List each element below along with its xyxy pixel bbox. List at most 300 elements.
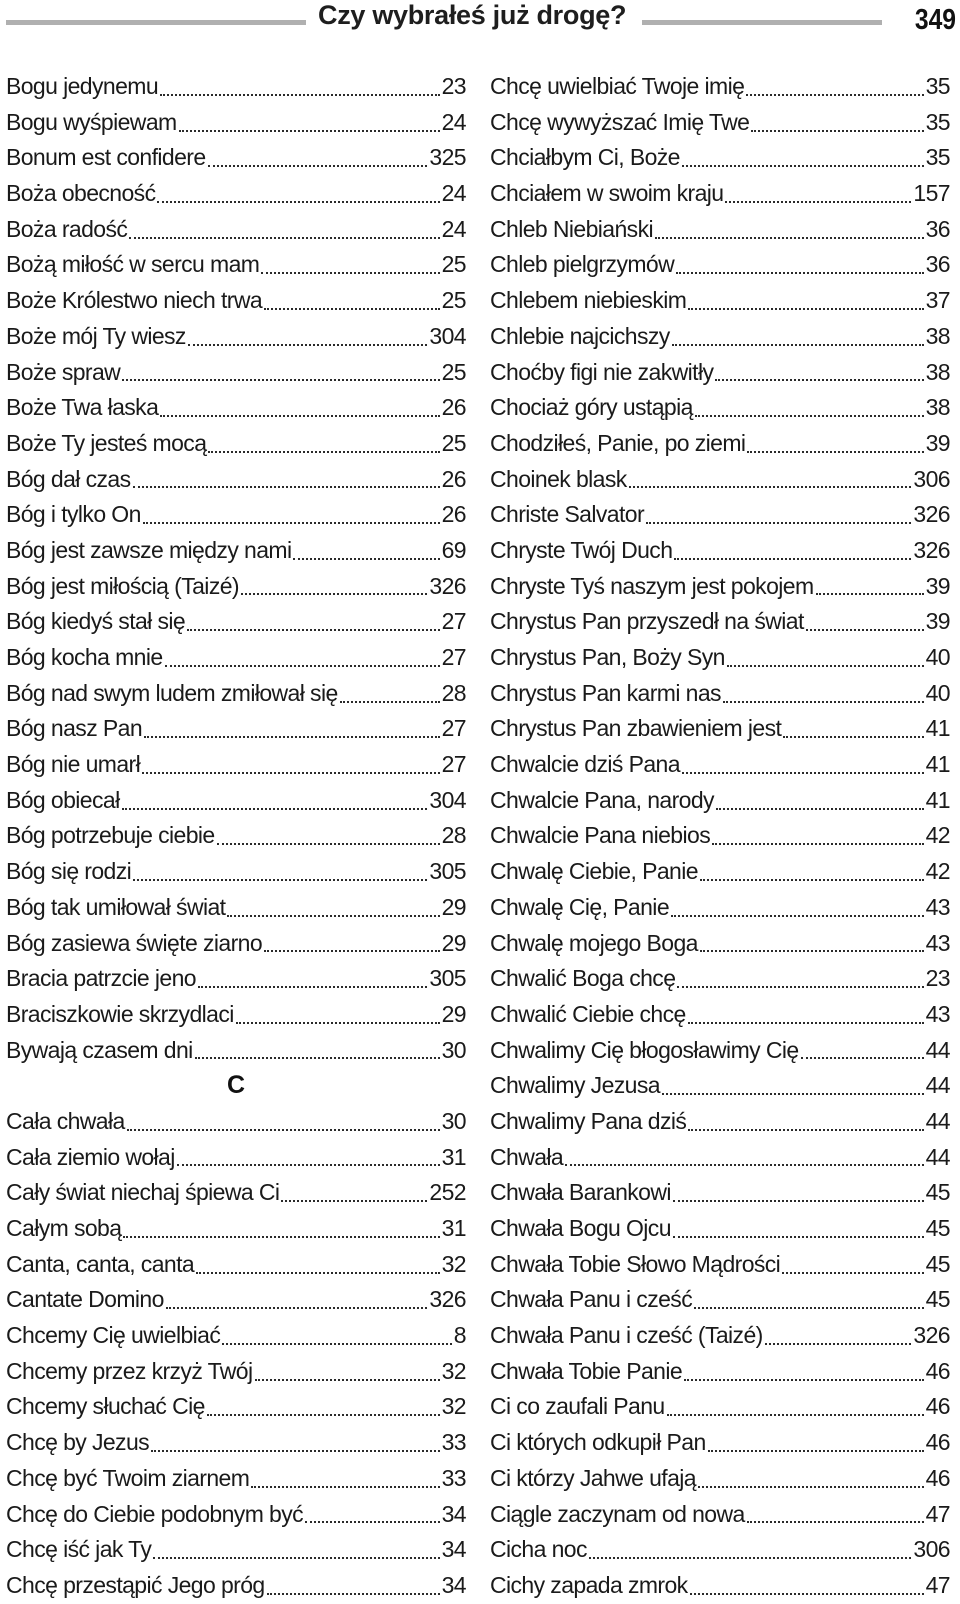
index-entry — [490, 1211, 950, 1247]
entry-title: Boże mój Ty wiesz — [6, 322, 186, 349]
entry-page-number: 41 — [925, 715, 950, 742]
dot-leader — [142, 772, 440, 774]
entry-title: Bracia patrzcie jeno — [6, 965, 196, 992]
dot-leader — [688, 1129, 923, 1131]
index-entry — [6, 247, 466, 283]
entry-title: Chwała Tobie Słowo Mądrości — [490, 1250, 781, 1277]
entry-title: Chwalimy Jezusa — [490, 1072, 660, 1099]
entry-page-number: 35 — [925, 73, 950, 99]
index-entry — [6, 818, 466, 854]
dot-leader — [208, 451, 439, 453]
index-entry — [6, 569, 466, 605]
index-entry — [6, 105, 466, 141]
entry-page-number: 34 — [441, 1536, 466, 1563]
entry-page-number: 26 — [441, 394, 466, 421]
index-entry — [6, 1211, 466, 1247]
entry-page-number: 35 — [925, 144, 950, 171]
entry-page-number: 24 — [441, 108, 466, 135]
dot-leader — [682, 772, 924, 774]
entry-title: Chwalcie dziś Pana — [490, 751, 680, 778]
entry-page-number: 38 — [925, 394, 950, 421]
dot-leader — [340, 701, 440, 703]
entry-page-number: 305 — [429, 965, 466, 992]
index-entry — [490, 711, 950, 747]
entry-page-number: 326 — [913, 501, 950, 528]
entry-title: Bóg potrzebuje ciebie — [6, 822, 215, 849]
entry-title: Chwalić Boga chcę — [490, 965, 676, 992]
index-entry — [6, 1104, 466, 1140]
entry-page-number: 40 — [925, 679, 950, 706]
index-entry — [490, 212, 950, 248]
dot-leader — [673, 1200, 924, 1202]
entry-page-number: 38 — [925, 358, 950, 385]
entry-title: Chcemy słuchać Cię — [6, 1393, 205, 1420]
dot-leader — [672, 344, 924, 346]
entry-title: Canta, canta, canta — [6, 1250, 195, 1277]
dot-leader — [241, 593, 427, 595]
index-entry — [6, 711, 466, 747]
index-entry — [490, 640, 950, 676]
entry-page-number: 25 — [441, 358, 466, 385]
index-entry — [6, 1282, 466, 1318]
entry-title: Chleb pielgrzymów — [490, 251, 675, 278]
entry-page-number: 34 — [441, 1571, 466, 1598]
entry-page-number: 39 — [925, 572, 950, 599]
entry-title: Chlebem niebieskim — [490, 287, 687, 314]
entry-title: Braciszkowie skrzydlaci — [6, 1000, 234, 1027]
index-entry — [490, 247, 950, 283]
page-number: 349 — [914, 4, 956, 36]
index-entry — [490, 604, 950, 640]
entry-page-number: 43 — [925, 893, 950, 920]
dot-leader — [700, 950, 924, 952]
entry-page-number: 42 — [925, 858, 950, 885]
dot-leader — [305, 1521, 440, 1523]
entry-title: Chwała Panu i cześć (Taizé) — [490, 1322, 763, 1349]
entry-page-number: 157 — [913, 180, 950, 207]
dot-leader — [801, 1057, 924, 1059]
dot-leader — [264, 950, 440, 952]
index-entry — [6, 890, 466, 926]
dot-leader — [565, 1164, 924, 1166]
index-entry — [6, 1175, 466, 1211]
entry-page-number: 36 — [925, 251, 950, 278]
entry-title: Bóg nasz Pan — [6, 715, 143, 742]
entry-title: Cała ziemio wołaj — [6, 1143, 175, 1170]
entry-title: Chcę uwielbiać Twoje imię — [490, 73, 745, 99]
index-entry — [6, 69, 466, 105]
entry-page-number: 26 — [441, 465, 466, 492]
entry-page-number: 32 — [441, 1357, 466, 1384]
entry-title: Bóg jest zawsze między nami — [6, 536, 292, 563]
dot-leader — [157, 201, 439, 203]
entry-page-number: 8 — [453, 1322, 466, 1349]
dot-leader — [187, 629, 440, 631]
index-entry — [6, 854, 466, 890]
index-entry — [490, 1389, 950, 1425]
dot-leader — [236, 1022, 440, 1024]
entry-title: Bóg i tylko On — [6, 501, 141, 528]
entry-title: Chwała Panu i cześć — [490, 1286, 693, 1313]
entry-page-number: 35 — [925, 108, 950, 135]
entry-title: Bóg obiecał — [6, 786, 120, 813]
entry-title: Chrystus Pan przyszedł na świat — [490, 608, 804, 635]
dot-leader — [655, 237, 924, 239]
entry-page-number: 304 — [429, 322, 466, 349]
index-entry — [6, 926, 466, 962]
index-entry — [490, 818, 950, 854]
entry-title: Bogu jedynemu — [6, 73, 159, 99]
dot-leader — [751, 130, 923, 132]
entry-title: Boże Królestwo niech trwa — [6, 287, 263, 314]
dot-leader — [208, 165, 428, 167]
section-letter-heading: C — [226, 1071, 246, 1100]
index-entry — [6, 319, 466, 355]
entry-title: Chwała — [490, 1143, 564, 1170]
index-entry — [490, 355, 950, 391]
dot-leader — [264, 308, 440, 310]
dot-leader — [716, 808, 924, 810]
entry-title: Chcę wywyższać Imię Twe — [490, 108, 750, 135]
entry-title: Ci co zaufali Panu — [490, 1393, 665, 1420]
entry-title: Chwalimy Cię błogosławimy Cię — [490, 1036, 799, 1063]
dot-leader — [746, 94, 923, 96]
dot-leader — [133, 879, 427, 881]
entry-page-number: 45 — [925, 1286, 950, 1313]
entry-title: Chcę iść jak Ty — [6, 1536, 152, 1563]
dot-leader — [160, 415, 439, 417]
dot-leader — [589, 1557, 912, 1559]
index-entry — [490, 1318, 950, 1354]
entry-title: Bóg jest miłością (Taizé) — [6, 572, 239, 599]
header-rule-right — [642, 20, 882, 25]
dot-leader — [165, 665, 440, 667]
dot-leader — [694, 1307, 924, 1309]
entry-title: Cicha noc — [490, 1536, 587, 1563]
dot-leader — [783, 736, 923, 738]
entry-title: Boża radość — [6, 215, 128, 242]
index-entry — [6, 604, 466, 640]
dot-leader — [122, 379, 439, 381]
dot-leader — [684, 1379, 924, 1381]
dot-leader — [195, 1057, 440, 1059]
entry-title: Chodziłeś, Panie, po ziemi — [490, 429, 746, 456]
index-entry — [490, 1033, 950, 1069]
index-entry — [490, 926, 950, 962]
entry-title: Chcę przestąpić Jego próg — [6, 1571, 265, 1598]
dot-leader — [151, 1450, 440, 1452]
entry-page-number: 325 — [429, 144, 466, 171]
dot-leader — [127, 1129, 440, 1131]
index-entry — [6, 355, 466, 391]
index-entry — [490, 1140, 950, 1176]
entry-title: Chciałbym Ci, Boże — [490, 144, 680, 171]
dot-leader — [673, 1236, 924, 1238]
index-entry — [6, 390, 466, 426]
entry-title: Chrystus Pan, Boży Syn — [490, 644, 725, 670]
dot-leader — [217, 843, 440, 845]
dot-leader — [255, 1379, 440, 1381]
entry-title: Bożą miłość w sercu mam — [6, 251, 260, 278]
entry-title: Chcę do Ciebie podobnym być — [6, 1500, 304, 1527]
entry-page-number: 45 — [925, 1215, 950, 1241]
index-entry — [6, 426, 466, 462]
dot-leader — [177, 1164, 440, 1166]
index-entry — [490, 1282, 950, 1318]
entry-title: Cantate Domino — [6, 1286, 164, 1313]
entry-title: Chciałem w swoim kraju — [490, 180, 724, 207]
dot-leader — [646, 522, 911, 524]
entry-title: Choinek blask — [490, 465, 627, 492]
dot-leader — [133, 486, 440, 488]
index-entry — [490, 1461, 950, 1497]
entry-page-number: 32 — [441, 1250, 466, 1277]
entry-title: Ciągle zaczynam od nowa — [490, 1500, 745, 1527]
dot-leader — [747, 451, 923, 453]
index-entry — [490, 1532, 950, 1568]
index-entry — [490, 676, 950, 712]
entry-page-number: 37 — [925, 287, 950, 314]
index-entry — [490, 747, 950, 783]
entry-title: Chcę by Jezus — [6, 1429, 150, 1456]
entry-page-number: 306 — [913, 465, 950, 492]
entry-title: Bóg kiedyś stał się — [6, 608, 186, 635]
entry-title: Chwalcie Pana, narody — [490, 786, 714, 813]
index-entry — [490, 569, 950, 605]
dot-leader — [677, 986, 923, 988]
entry-page-number: 23 — [925, 965, 950, 992]
entry-title: Bywają czasem dni — [6, 1036, 193, 1063]
dot-leader — [281, 1200, 427, 1202]
entry-page-number: 305 — [429, 858, 466, 885]
index-entry — [490, 1497, 950, 1533]
entry-title: Chryste Twój Duch — [490, 536, 673, 563]
index-entry — [6, 533, 466, 569]
index-entry — [490, 497, 950, 533]
index-entry — [6, 283, 466, 319]
index-entry — [6, 1425, 466, 1461]
dot-leader — [196, 1272, 440, 1274]
dot-leader — [267, 1593, 440, 1595]
entry-page-number: 41 — [925, 751, 950, 778]
entry-page-number: 23 — [441, 73, 466, 99]
index-entry — [490, 462, 950, 498]
entry-title: Chleb Niebiański — [490, 215, 653, 242]
index-entry — [6, 140, 466, 176]
dot-leader — [629, 486, 912, 488]
entry-page-number: 25 — [441, 251, 466, 278]
entry-page-number: 326 — [429, 572, 466, 599]
entry-page-number: 69 — [441, 536, 466, 563]
dot-leader — [129, 237, 439, 239]
dot-leader — [144, 736, 440, 738]
index-entry — [490, 69, 950, 105]
entry-title: Cała chwała — [6, 1107, 125, 1134]
entry-page-number: 46 — [925, 1357, 950, 1384]
dot-leader — [698, 1486, 924, 1488]
entry-page-number: 45 — [925, 1179, 950, 1206]
dot-leader — [227, 915, 439, 917]
entry-title: Chociaż góry ustąpią — [490, 394, 693, 421]
entry-title: Boża obecność — [6, 180, 156, 207]
index-entry — [490, 1425, 950, 1461]
entry-title: Bóg tak umiłował świat — [6, 893, 226, 920]
index-entry — [490, 890, 950, 926]
header-rule-left — [6, 20, 306, 25]
entry-page-number: 36 — [925, 215, 950, 242]
index-entry — [490, 997, 950, 1033]
entry-page-number: 33 — [441, 1429, 466, 1456]
index-entry — [6, 1389, 466, 1425]
index-entry — [6, 676, 466, 712]
dot-leader — [806, 629, 924, 631]
entry-page-number: 46 — [925, 1464, 950, 1491]
dot-leader — [674, 558, 911, 560]
index-entry — [6, 640, 466, 676]
entry-page-number: 326 — [913, 1322, 950, 1349]
dot-leader — [667, 1414, 924, 1416]
dot-leader — [782, 1272, 923, 1274]
entry-title: Chcemy przez krzyż Twój — [6, 1357, 253, 1384]
entry-title: Bóg kocha mnie — [6, 644, 163, 670]
index-entry — [6, 176, 466, 212]
running-title: Czy wybrałeś już drogę? — [318, 0, 627, 30]
index-entry — [490, 533, 950, 569]
entry-title: Choćby figi nie zakwitły — [490, 358, 714, 385]
entry-page-number: 25 — [441, 287, 466, 314]
index-entry — [490, 1247, 950, 1283]
dot-leader — [662, 1093, 924, 1095]
dot-leader — [123, 1236, 439, 1238]
entry-page-number: 41 — [925, 786, 950, 813]
entry-title: Chwalić Ciebie chcę — [490, 1000, 686, 1027]
index-entry — [490, 140, 950, 176]
entry-page-number: 42 — [925, 822, 950, 849]
entry-page-number: 29 — [441, 929, 466, 956]
entry-page-number: 27 — [441, 751, 466, 778]
dot-leader — [179, 130, 440, 132]
dot-leader — [816, 593, 924, 595]
entry-title: Chwalę mojego Boga — [490, 929, 698, 956]
index-entry — [490, 1068, 950, 1104]
entry-page-number: 28 — [441, 679, 466, 706]
entry-page-number: 27 — [441, 715, 466, 742]
index-entry — [6, 1461, 466, 1497]
dot-leader — [690, 1593, 924, 1595]
index-entry — [6, 997, 466, 1033]
entry-title: Chwalę Ciebie, Panie — [490, 858, 698, 885]
dot-leader — [160, 94, 440, 96]
entry-page-number: 44 — [925, 1072, 950, 1099]
entry-page-number: 25 — [441, 429, 466, 456]
entry-page-number: 33 — [441, 1464, 466, 1491]
dot-leader — [671, 915, 924, 917]
dot-leader — [700, 879, 924, 881]
index-entry — [490, 283, 950, 319]
entry-title: Ci którzy Jahwe ufają — [490, 1464, 696, 1491]
entry-title: Bóg zasiewa święte ziarno — [6, 929, 263, 956]
index-entry — [6, 1318, 466, 1354]
index-entry — [490, 176, 950, 212]
entry-page-number: 44 — [925, 1107, 950, 1134]
index-entry — [6, 497, 466, 533]
index-entry — [490, 1104, 950, 1140]
dot-leader — [747, 1521, 924, 1523]
dot-leader — [166, 1307, 428, 1309]
dot-leader — [198, 986, 427, 988]
dot-leader — [261, 272, 439, 274]
dot-leader — [293, 558, 439, 560]
entry-page-number: 252 — [429, 1179, 466, 1206]
entry-page-number: 30 — [441, 1036, 466, 1063]
index-column-left — [6, 69, 466, 1604]
entry-page-number: 30 — [441, 1107, 466, 1134]
entry-title: Chwała Tobie Panie — [490, 1357, 683, 1384]
entry-title: Chwała Barankowi — [490, 1179, 671, 1206]
dot-leader — [222, 1343, 452, 1345]
index-entry — [490, 1175, 950, 1211]
entry-page-number: 39 — [925, 429, 950, 456]
dot-leader — [725, 201, 911, 203]
entry-title: Bogu wyśpiewam — [6, 108, 177, 135]
dot-leader — [188, 344, 428, 346]
entry-page-number: 44 — [925, 1036, 950, 1063]
entry-page-number: 326 — [913, 536, 950, 563]
entry-page-number: 326 — [429, 1286, 466, 1313]
entry-title: Bóg dał czas — [6, 465, 131, 492]
entry-page-number: 26 — [441, 501, 466, 528]
entry-page-number: 306 — [913, 1536, 950, 1563]
entry-title: Christe Salvator — [490, 501, 645, 528]
index-entry — [6, 1033, 466, 1069]
entry-page-number: 24 — [441, 215, 466, 242]
index-entry — [6, 212, 466, 248]
index-entry — [6, 1140, 466, 1176]
entry-title: Chwała Bogu Ojcu — [490, 1215, 671, 1241]
dot-leader — [122, 808, 428, 810]
dot-leader — [688, 1022, 924, 1024]
index-entry — [490, 426, 950, 462]
dot-leader — [708, 1450, 924, 1452]
page-header — [0, 0, 960, 50]
index-entry — [490, 1568, 950, 1604]
entry-title: Cichy zapada zmrok — [490, 1571, 688, 1598]
index-entry — [6, 1497, 466, 1533]
index-entry — [6, 1532, 466, 1568]
entry-page-number: 40 — [925, 644, 950, 670]
entry-page-number: 46 — [925, 1429, 950, 1456]
entry-title: Chryste Tyś naszym jest pokojem — [490, 572, 814, 599]
entry-page-number: 34 — [441, 1500, 466, 1527]
index-entry — [6, 783, 466, 819]
dot-leader — [153, 1557, 439, 1559]
entry-page-number: 31 — [441, 1215, 466, 1241]
entry-title: Boże Ty jesteś mocą — [6, 429, 207, 456]
index-entry — [490, 961, 950, 997]
entry-page-number: 32 — [441, 1393, 466, 1420]
entry-title: Chcemy Cię uwielbiać — [6, 1322, 221, 1349]
entry-page-number: 43 — [925, 1000, 950, 1027]
dot-leader — [695, 415, 924, 417]
entry-page-number: 29 — [441, 1000, 466, 1027]
index-entry — [6, 961, 466, 997]
entry-page-number: 27 — [441, 644, 466, 670]
index-entry — [490, 319, 950, 355]
entry-title: Chlebie najcichszy — [490, 322, 670, 349]
entry-title: Chwalimy Pana dziś — [490, 1107, 687, 1134]
entry-page-number: 24 — [441, 180, 466, 207]
entry-title: Cały świat niechaj śpiewa Ci — [6, 1179, 280, 1206]
